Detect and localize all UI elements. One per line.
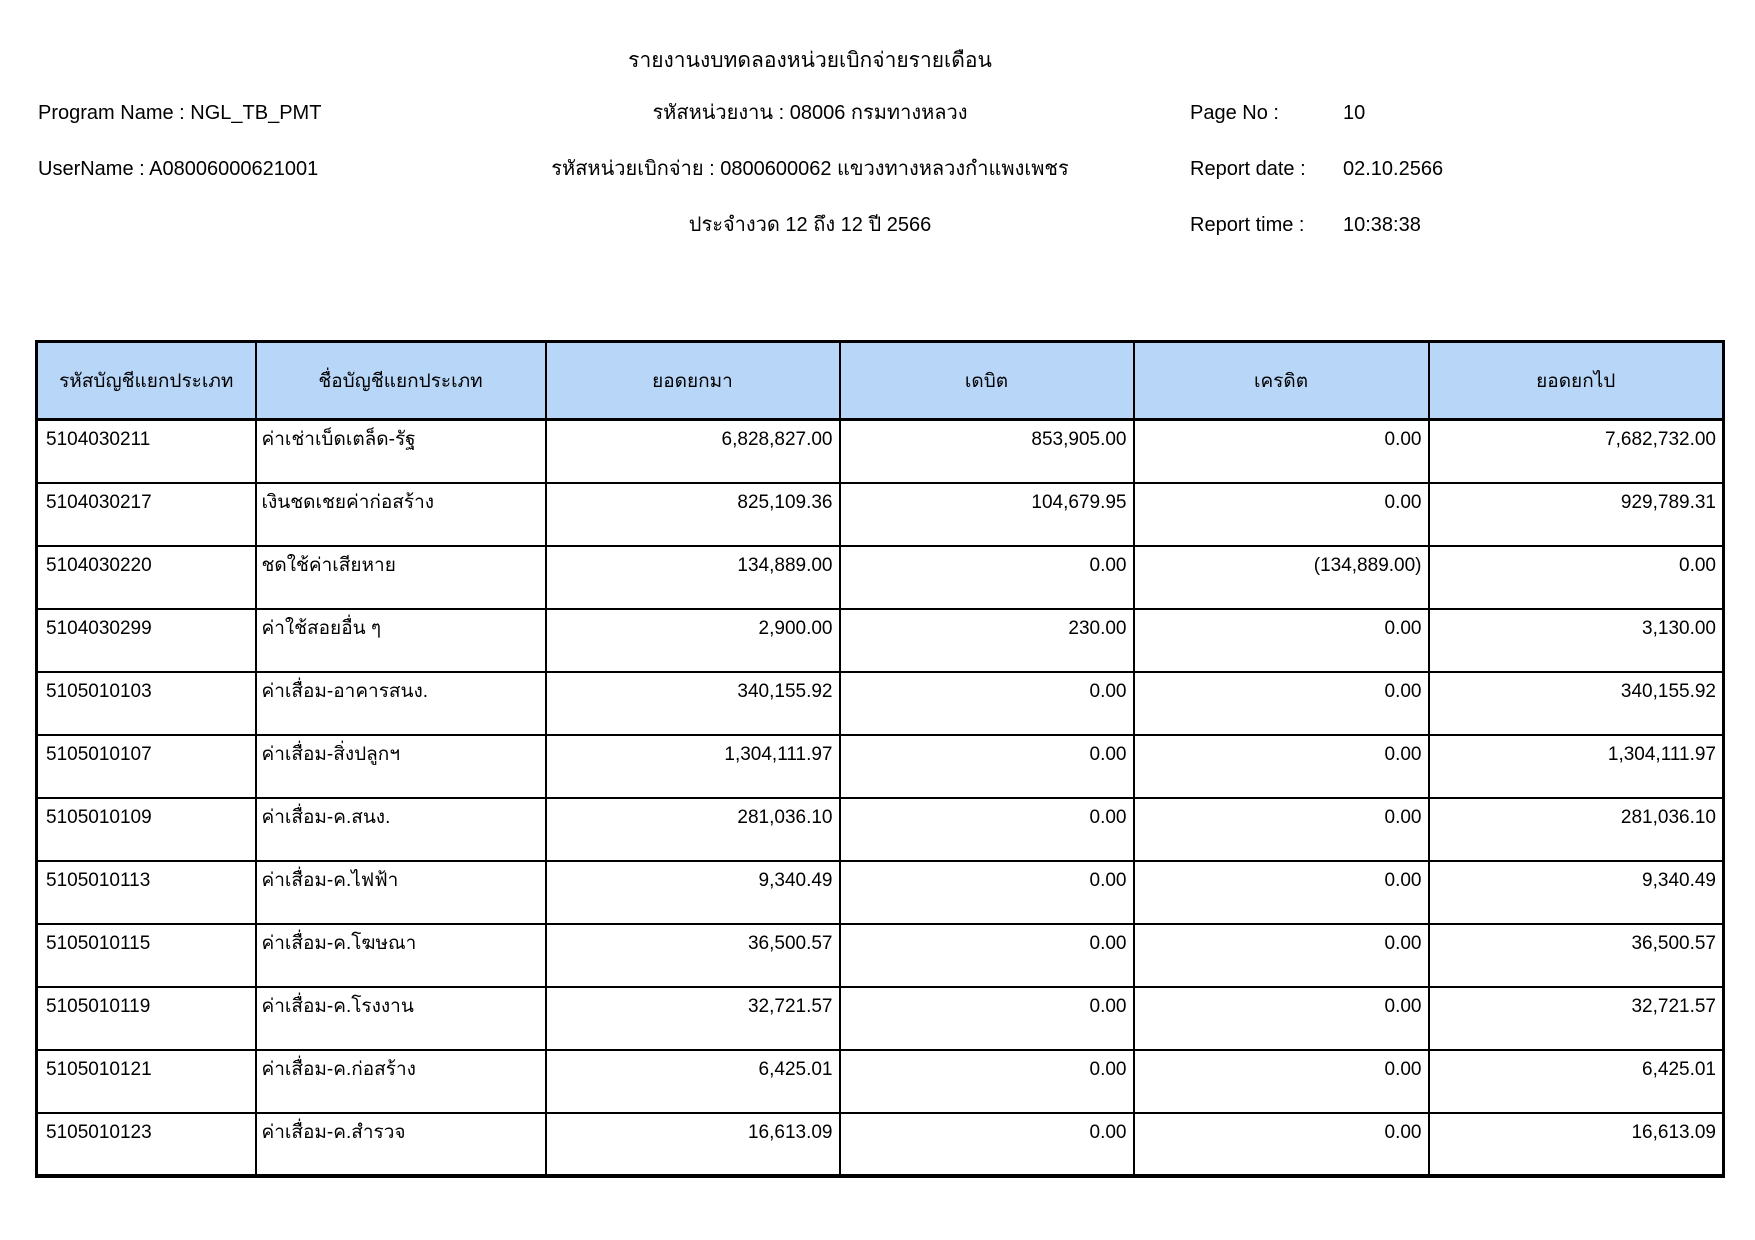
column-header: รหัสบัญชีแยกประเภท xyxy=(37,342,256,420)
table-cell: 16,613.09 xyxy=(1429,1113,1724,1176)
table-cell: 6,828,827.00 xyxy=(546,420,840,483)
column-header: ยอดยกไป xyxy=(1429,342,1724,420)
table-cell: เงินชดเชยค่าก่อสร้าง xyxy=(256,483,546,546)
table-cell: 0.00 xyxy=(1134,420,1429,483)
table-cell: 0.00 xyxy=(1134,987,1429,1050)
table-cell: 2,900.00 xyxy=(546,609,840,672)
table-row xyxy=(37,483,1724,546)
table-cell: 1,304,111.97 xyxy=(1429,735,1724,798)
table-cell: ค่าเสื่อม-ค.ก่อสร้าง xyxy=(256,1050,546,1113)
table-row xyxy=(37,798,1724,861)
table-cell: 16,613.09 xyxy=(546,1113,840,1176)
table-row xyxy=(37,420,1724,483)
table-cell: 0.00 xyxy=(840,1113,1134,1176)
table-cell: 340,155.92 xyxy=(546,672,840,735)
table-cell: 5104030217 xyxy=(37,483,256,546)
table-cell: 0.00 xyxy=(840,1050,1134,1113)
table-cell: 32,721.57 xyxy=(546,987,840,1050)
table-row xyxy=(37,609,1724,672)
table-cell: 5105010113 xyxy=(37,861,256,924)
agency-code: รหัสหน่วยงาน : 08006 กรมทางหลวง xyxy=(652,102,968,124)
period: ประจำงวด 12 ถึง 12 ปี 2566 xyxy=(688,214,932,236)
table-cell: 36,500.57 xyxy=(546,924,840,987)
trial-balance-table xyxy=(35,340,1725,1178)
table-cell: 0.00 xyxy=(840,672,1134,735)
table-cell: 5105010121 xyxy=(37,1050,256,1113)
table-cell: 0.00 xyxy=(840,924,1134,987)
program-name: Program Name : NGL_TB_PMT xyxy=(38,102,322,124)
table-cell: 281,036.10 xyxy=(546,798,840,861)
table-cell: 0.00 xyxy=(1134,672,1429,735)
table-row xyxy=(37,987,1724,1050)
page-no-value: 10 xyxy=(1343,102,1366,124)
table-cell: 104,679.95 xyxy=(840,483,1134,546)
table-cell: 0.00 xyxy=(1134,1050,1429,1113)
table-cell: 0.00 xyxy=(840,987,1134,1050)
table-cell: 0.00 xyxy=(1134,798,1429,861)
table-row xyxy=(37,735,1724,798)
table-cell: 0.00 xyxy=(840,546,1134,609)
table-cell: ค่าเสื่อม-ค.สนง. xyxy=(256,798,546,861)
table-cell: 6,425.01 xyxy=(546,1050,840,1113)
table-header-row xyxy=(37,342,1724,420)
table-cell: 9,340.49 xyxy=(546,861,840,924)
table-cell: ค่าเสื่อม-สิ่งปลูกฯ xyxy=(256,735,546,798)
table-cell: 929,789.31 xyxy=(1429,483,1724,546)
table-cell: 5105010107 xyxy=(37,735,256,798)
table-cell: ชดใช้ค่าเสียหาย xyxy=(256,546,546,609)
table-cell: 5105010119 xyxy=(37,987,256,1050)
table-row xyxy=(37,861,1724,924)
table-cell: ค่าเสื่อม-อาคารสนง. xyxy=(256,672,546,735)
table-cell: ค่าเสื่อม-ค.สำรวจ xyxy=(256,1113,546,1176)
table-row xyxy=(37,1050,1724,1113)
table-cell: 0.00 xyxy=(1134,1113,1429,1176)
column-header: เดบิต xyxy=(840,342,1134,420)
report-title: รายงานงบทดลองหน่วยเบิกจ่ายรายเดือน xyxy=(628,49,992,72)
table-cell: 9,340.49 xyxy=(1429,861,1724,924)
table-cell: 0.00 xyxy=(1134,609,1429,672)
table-cell: 0.00 xyxy=(1134,924,1429,987)
table-cell: ค่าเช่าเบ็ดเตล็ด-รัฐ xyxy=(256,420,546,483)
user-name: UserName : A08006000621001 xyxy=(38,158,319,180)
table-cell: 5104030211 xyxy=(37,420,256,483)
table-cell: 0.00 xyxy=(1134,861,1429,924)
page-no-label: Page No : xyxy=(1190,102,1279,124)
table-cell: 0.00 xyxy=(840,798,1134,861)
table-row xyxy=(37,1113,1724,1176)
table-cell: 825,109.36 xyxy=(546,483,840,546)
report-date-value: 02.10.2566 xyxy=(1343,158,1444,180)
table-cell: ค่าเสื่อม-ค.โรงงาน xyxy=(256,987,546,1050)
report-time-label: Report time : xyxy=(1190,214,1305,236)
table-cell: 7,682,732.00 xyxy=(1429,420,1724,483)
column-header: เครดิต xyxy=(1134,342,1429,420)
table-cell: ค่าใช้สอยอื่น ๆ xyxy=(256,609,546,672)
table-cell: 5104030299 xyxy=(37,609,256,672)
table-body xyxy=(37,420,1724,1176)
table-cell: 3,130.00 xyxy=(1429,609,1724,672)
table-cell: ค่าเสื่อม-ค.โฆษณา xyxy=(256,924,546,987)
table-cell: 134,889.00 xyxy=(546,546,840,609)
table-cell: 5105010115 xyxy=(37,924,256,987)
table-cell: 5104030220 xyxy=(37,546,256,609)
table-cell: 32,721.57 xyxy=(1429,987,1724,1050)
table-cell: 853,905.00 xyxy=(840,420,1134,483)
trial-balance-table-container xyxy=(35,340,1722,1178)
table-row xyxy=(37,672,1724,735)
table-cell: 5105010103 xyxy=(37,672,256,735)
table-cell: 0.00 xyxy=(1134,735,1429,798)
table-cell: 0.00 xyxy=(840,861,1134,924)
table-cell: 230.00 xyxy=(840,609,1134,672)
table-cell: 36,500.57 xyxy=(1429,924,1724,987)
table-cell: 0.00 xyxy=(1134,483,1429,546)
table-cell: 0.00 xyxy=(1429,546,1724,609)
table-cell: 281,036.10 xyxy=(1429,798,1724,861)
table-row xyxy=(37,546,1724,609)
table-cell: ค่าเสื่อม-ค.ไฟฟ้า xyxy=(256,861,546,924)
column-header: ชื่อบัญชีแยกประเภท xyxy=(256,342,546,420)
column-header: ยอดยกมา xyxy=(546,342,840,420)
report-time-value: 10:38:38 xyxy=(1343,214,1421,236)
report-date-label: Report date : xyxy=(1190,158,1306,180)
table-cell: 5105010109 xyxy=(37,798,256,861)
table-cell: 1,304,111.97 xyxy=(546,735,840,798)
table-cell: 5105010123 xyxy=(37,1113,256,1176)
table-cell: 6,425.01 xyxy=(1429,1050,1724,1113)
table-row xyxy=(37,924,1724,987)
table-cell: (134,889.00) xyxy=(1134,546,1429,609)
table-cell: 340,155.92 xyxy=(1429,672,1724,735)
disbursement-unit: รหัสหน่วยเบิกจ่าย : 0800600062 แขวงทางหลวงกำแพงเพชร xyxy=(551,158,1069,180)
table-cell: 0.00 xyxy=(840,735,1134,798)
